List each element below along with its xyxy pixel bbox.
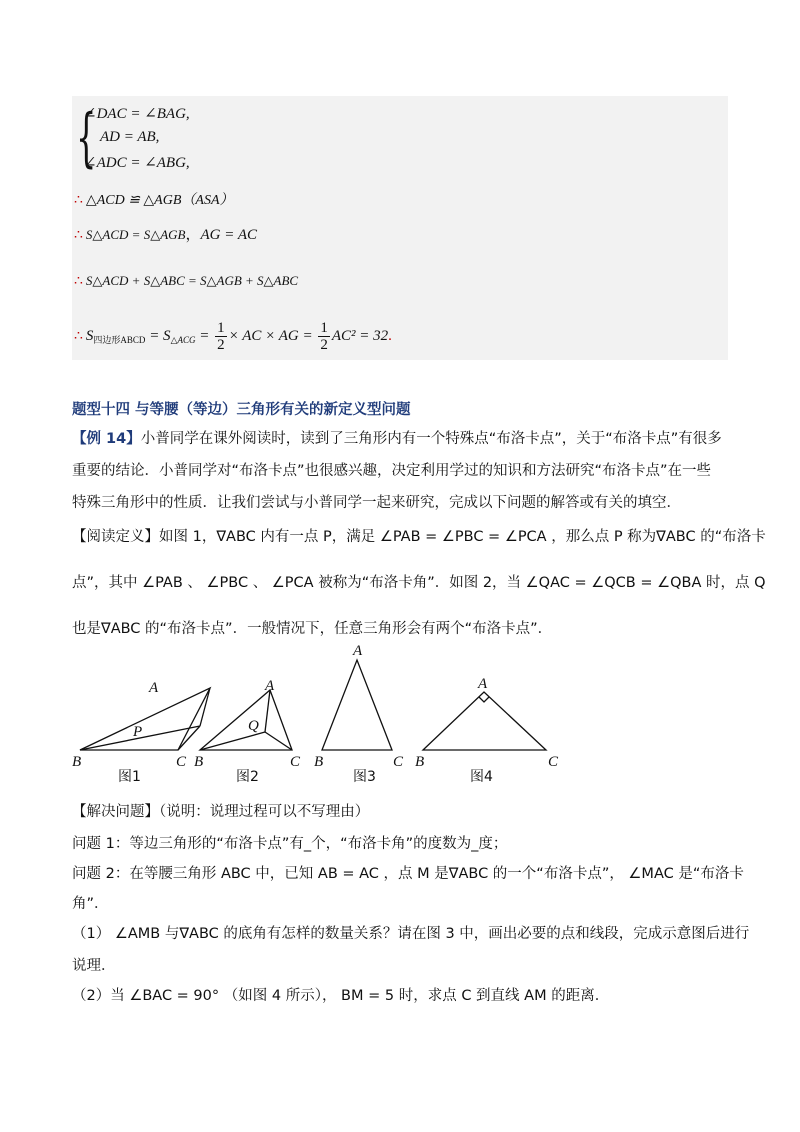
fig3-label-B: B (314, 754, 324, 770)
therefore-symbol: ∴ (74, 274, 82, 289)
frac-den: 2 (217, 337, 225, 353)
eq-part-1: = S (145, 327, 171, 344)
figures-diagram (60, 640, 700, 790)
fraction-half (215, 320, 227, 353)
step-area-equal: ∴ S△ACD = S△AGB，AG = AC (74, 227, 257, 243)
fig2-label-Q: Q (248, 718, 259, 734)
triangle-subscript: △ACG (170, 334, 196, 345)
eq-part-3: × AC × AG = (228, 327, 317, 344)
step2a-text: S△ACD = S△AGB (85, 227, 186, 242)
step-area-sum (74, 273, 298, 290)
example-p1: 小普同学在课外阅读时，读到了三角形内有一个特殊点“布洛卡点”，关于“布洛卡点”有很多 (140, 431, 722, 447)
step-quad-area (74, 320, 392, 353)
eq-part-2: = (195, 327, 214, 344)
fig2-label-A: A (265, 678, 275, 694)
example-line-2: 重要的结论．小普同学对“布洛卡点”也很感兴趣，决定利用学过的知识和方法研究“布洛卡点”在一些 (72, 463, 712, 479)
fig1-triangle (80, 688, 210, 750)
system-brace: { (76, 101, 97, 175)
problem-2-part-1-line-1: （1） ∠AMB 与∇ABC 的底角有怎样的数量关系？请在图 3 中，画出必要的点和线段，完成示意图后进行 (72, 926, 750, 942)
fig1-label-B: B (72, 754, 82, 770)
fig3-triangle (322, 660, 392, 750)
fig2-label-B: B (194, 754, 204, 770)
fig1-caption: 图1 (118, 769, 141, 785)
fig3-label-A: A (353, 643, 363, 659)
frac-den-2: 2 (320, 337, 328, 353)
definition-line-1: 【阅读定义】如图 1，∇ABC 内有一点 P，满足 ∠PAB = ∠PBC = ∠PCA ，那么点 P 称为∇ABC 的“布洛卡 (72, 529, 766, 545)
frac-num: 1 (217, 320, 225, 336)
fig2-label-C: C (290, 754, 301, 770)
example-tag: 【例 14】 (72, 431, 141, 447)
fig4-label-B: B (415, 754, 425, 770)
frac-num-2: 1 (320, 320, 328, 336)
step-congruence (74, 189, 234, 209)
step1-text: △ACD ≌ △AGB（ASA） (85, 193, 234, 208)
problem-1: 问题 1：等边三角形的“布洛卡点”有_个，“布洛卡角”的度数为_度； (72, 836, 508, 852)
problem-2-part-1-line-2: 说理． (72, 958, 116, 974)
therefore-symbol: ∴ (74, 193, 82, 208)
fig1-label-P: P (133, 724, 143, 740)
fig1-seg-AP (200, 688, 210, 726)
fig4-label-A: A (478, 676, 488, 692)
fig2-caption: 图2 (236, 769, 259, 785)
problem-2-part-2: （2）当 ∠BAC = 90° （如图 4 所示）， BM = 5 时，求点 C 到直线 AM 的距离． (72, 988, 610, 1004)
example-line-3: 特殊三角形中的性质．让我们尝试与小普同学一起来研究，完成以下问题的解答或有关的填空． (72, 495, 681, 511)
fig1-label-A: A (149, 680, 159, 696)
definition-line-2: 点”，其中 ∠PAB 、 ∠PBC 、 ∠PCA 被称为“布洛卡角”．如图 2，当 ∠QAC = ∠QCB = ∠QBA 时，点 Q (72, 575, 766, 591)
therefore-symbol: ∴ (74, 228, 82, 243)
fraction-half-2 (318, 320, 330, 353)
problem-intro: 【解决问题】（说明：说理过程可以不写理由） (72, 804, 370, 820)
brace-line-3: ∠ADC = ∠ABG, (84, 155, 190, 171)
eq-result: AC² = 32 (331, 327, 389, 344)
fig3-label-C: C (393, 754, 404, 770)
fig2-seg-CQ (265, 732, 292, 750)
section-title: 题型十四 与等腰（等边）三角形有关的新定义型问题 (72, 402, 411, 418)
fig3-caption: 图3 (353, 769, 376, 785)
brace-line-1: ∠DAC = ∠BAG, (84, 106, 190, 122)
problem-2-line-2: 角”． (72, 896, 109, 912)
period: . (388, 327, 392, 344)
fig4-label-C: C (548, 754, 559, 770)
definition-line-3: 也是∇ABC 的“布洛卡点”．一般情况下，任意三角形会有两个“布洛卡点”． (72, 621, 553, 637)
step3-text: S△ACD + S△ABC = S△AGB + S△ABC (85, 273, 299, 288)
fig1-label-C: C (176, 754, 187, 770)
fig4-caption: 图4 (470, 769, 493, 785)
example-line-1 (72, 427, 722, 448)
problem-2-line-1: 问题 2：在等腰三角形 ABC 中，已知 AB = AC ，点 M 是∇ABC 的一个“布洛卡点”， ∠MAC 是“布洛卡 (72, 866, 744, 882)
s-symbol: S (85, 327, 94, 344)
brace-line-2: AD = AB, (100, 129, 160, 145)
step2b-text: AG = AC (200, 227, 257, 243)
therefore-symbol: ∴ (74, 328, 82, 344)
fig2-seg-AQ (265, 690, 270, 732)
quad-subscript: 四边形ABCD (93, 334, 146, 345)
fig4-right-angle-mark (479, 697, 489, 702)
